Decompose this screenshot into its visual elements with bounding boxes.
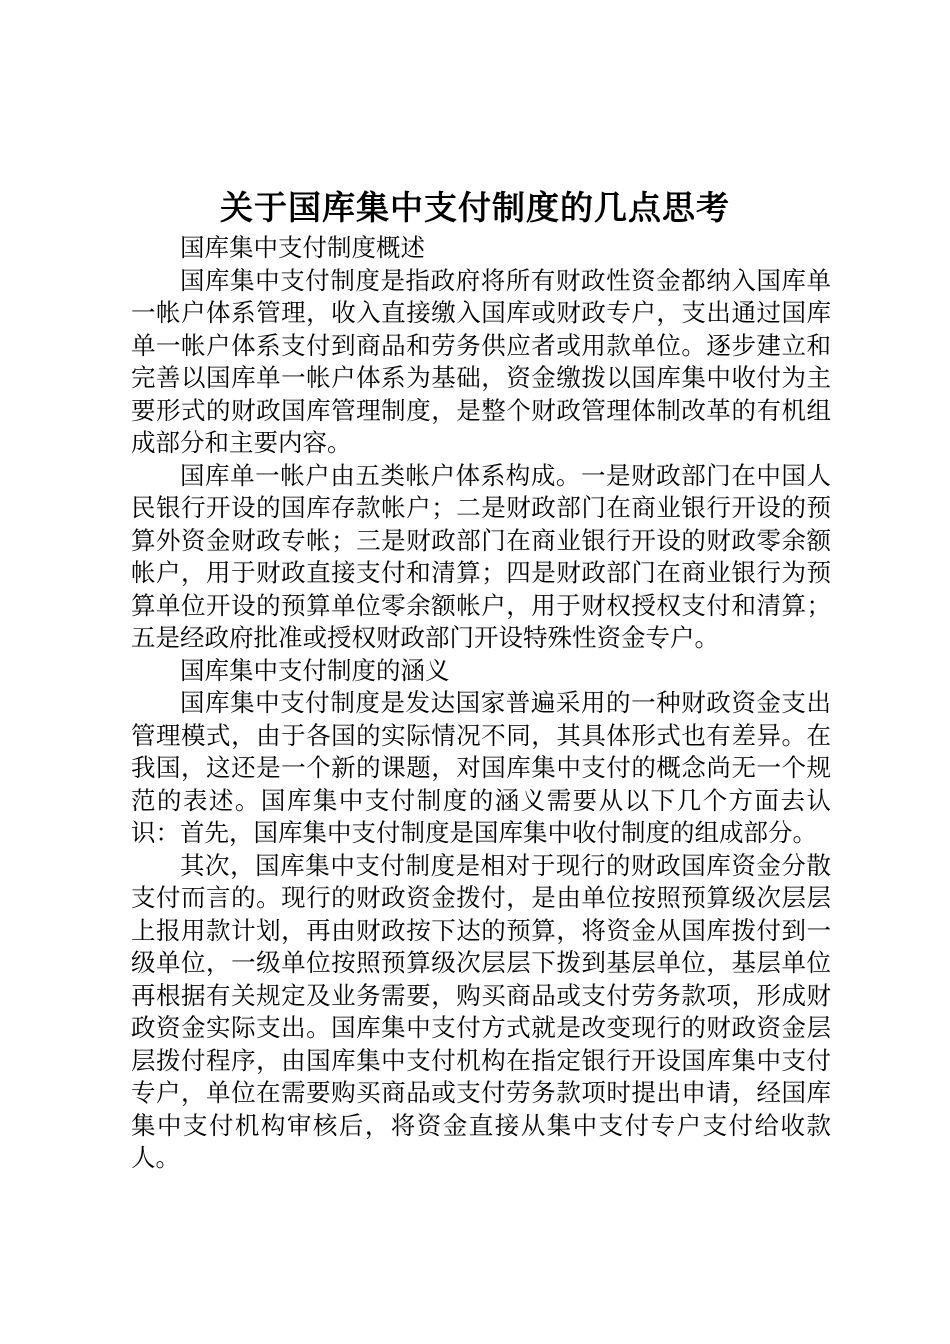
document-title: 关于国库集中支付制度的几点思考	[220, 188, 730, 227]
paragraph: 国库集中支付制度是发达国家普遍采用的一种财政资金支出管理模式，由于各国的实际情况不同，其具体形式也有差异。在我国，这还是一个新的课题，对国库集中支付的概念尚无一个规范的表述。国库集中支付制度的涵义需要从以下几个方面去认识：首先，国库集中支付制度是国库集中收付制度的组成部分。	[131, 688, 831, 847]
paragraph: 国库单一帐户由五类帐户体系构成。一是财政部门在中国人民银行开设的国库存款帐户；二是财政部门在商业银行开设的预算外资金财政专帐；三是财政部门在商业银行开设的财政零余额帐户，用于财政直接支付和清算；四是财政部门在商业银行为预算单位开设的预算单位零余额帐户，用于财权授权支付和清算；五是经政府批准或授权财政部门开设特殊性资金专户。	[131, 460, 831, 652]
paragraph: 国库集中支付制度是指政府将所有财政性资金都纳入国库单一帐户体系管理，收入直接缴入国库或财政专户，支出通过国库单一帐户体系支付到商品和劳务供应者或用款单位。逐步建立和完善以国库单一帐户体系为基础，资金缴拨以国库集中收付为主要形式的财政国库管理制度，是整个财政管理体制改革的有机组成部分和主要内容。	[131, 265, 831, 457]
paragraph: 其次，国库集中支付制度是相对于现行的财政国库资金分散支付而言的。现行的财政资金拨付，是由单位按照预算级次层层上报用款计划，再由财政按下达的预算，将资金从国库拨付到一级单位，一级单位按照预算级次层层下拨到基层单位，基层单位再根据有关规定及业务需要，购买商品或支付劳务款项，形成财政资金实际支出。国库集中支付方式就是改变现行的财政资金层层拨付程序，由国库集中支付机构在指定银行开设国库集中支付专户，单位在需要购买商品或支付劳务款项时提出申请，经国库集中支付机构审核后，将资金直接从集中支付专户支付给收款人。	[131, 850, 831, 1172]
document-body	[131, 232, 831, 1175]
section-heading: 国库集中支付制度的涵义	[180, 655, 450, 685]
section-heading: 国库集中支付制度概述	[180, 233, 425, 262]
